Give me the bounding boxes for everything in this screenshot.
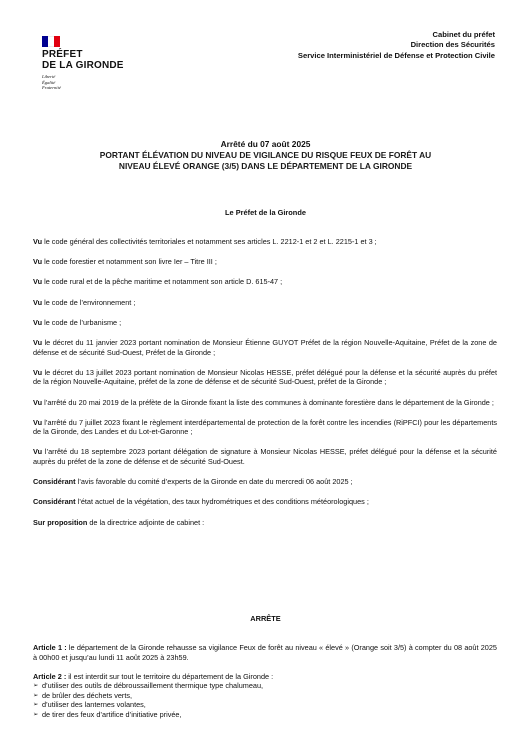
prohibitions-list [33, 681, 497, 719]
document-title [40, 139, 491, 172]
marianne-flag-icon [42, 36, 60, 47]
prefecture-logo [42, 36, 132, 91]
list-item: ➢ de tirer des feux d’artifice d’initiative privée, [33, 710, 497, 720]
title-date: Arrêté du 07 août 2025 [220, 139, 311, 149]
visa-paragraph: Vu le décret du 13 juillet 2023 portant nomination de Monsieur Nicolas HESSE, préfet délégué pour la défense et la sécurité auprès du préfet de la région Nouvelle-Aquitaine, préfet de la zone de défense et de sécurité Sud-Ouest, préfet de la Gironde ; [33, 367, 497, 387]
article-2-intro: Article 2 : il est interdit sur tout le territoire du département de la Gironde : [33, 671, 274, 681]
visa-paragraph: Vu l’arrêté du 7 juillet 2023 fixant le règlement interdépartemental de protection de la forêt contre les incendies (RiPFCI) pour les départements de la Gironde, des Landes et du Lot-et-Garonne ; [33, 417, 497, 437]
logo-title [42, 50, 132, 71]
arrete-heading: ARRÊTE [250, 614, 281, 623]
logo-title-line1: PRÉFET [42, 49, 83, 60]
logo-title-line2: DE LA GIRONDE [42, 59, 124, 71]
visa-paragraph: Vu le code forestier et notamment son livre Ier – Titre III ; [33, 257, 217, 267]
issuer-heading: Le Préfet de la Gironde [225, 208, 306, 217]
visa-paragraph: Vu le décret du 11 janvier 2023 portant nomination de Monsieur Étienne GUYOT Préfet de la région Nouvelle-Aquitaine, Préfet de la zone de défense et de sécurité Sud-Ouest, Préfet de la Gironde ; [33, 337, 497, 357]
visa-paragraph: Vu l’arrêté du 18 septembre 2023 portant délégation de signature à Monsieur Nicolas HESSE, préfet délégué pour la défense et la sécurité auprès du préfet de la zone de défense et de sécurité Sud-Ouest. [33, 447, 497, 467]
article-1: Article 1 : le département de la Gironde rehausse sa vigilance Feux de forêt au niveau « élevé » (Orange soit 3/5) à compter du 08 août 2025 à 00h00 et jusqu’au lundi 11 août 2025 à 23h59. [33, 643, 497, 662]
visa-paragraph: Vu le code rural et de la pêche maritime et notamment son article D. 615-47 ; [33, 277, 283, 287]
motto-fraternite: Fraternité [42, 85, 61, 91]
visa-paragraph: Vu l’arrêté du 20 mai 2019 de la préfète de la Gironde fixant la liste des communes à dominante forestière dans le département de la Gironde ; [33, 397, 494, 407]
header-line-direction: Direction des Sécurités [410, 40, 495, 50]
logo-motto [42, 74, 132, 91]
proposition-paragraph: Sur proposition de la directrice adjointe de cabinet : [33, 517, 205, 527]
motto-egalite: Égalité [42, 79, 56, 85]
article-2 [33, 672, 497, 720]
title-line-2: PORTANT ÉLÉVATION DU NIVEAU DE VIGILANCE DU RISQUE FEUX DE FORÊT AU [99, 150, 432, 160]
motto-liberte: Liberté [42, 74, 56, 79]
header-line-cabinet: Cabinet du préfet [432, 30, 495, 39]
issuing-service-header [298, 30, 495, 61]
list-item: ➢ d’utiliser des lanternes volantes, [33, 700, 497, 710]
visa-paragraph: Vu le code de l’environnement ; [33, 297, 136, 307]
header-line-service: Service Interministériel de Défense et Protection Civile [297, 50, 495, 60]
considerant-paragraph: Considérant l’avis favorable du comité d’experts de la Gironde en date du mercredi 06 août 2025 ; [33, 477, 353, 487]
title-line-3: NIVEAU ÉLEVÉ ORANGE (3/5) DANS LE DÉPARTEMENT DE LA GIRONDE [118, 161, 413, 171]
visa-paragraph: Vu le code général des collectivités territoriales et notamment ses articles L. 2212-1 et 2 et L. 2215-1 et 3 ; [33, 237, 377, 246]
articles-section [33, 643, 497, 720]
list-item: ➢ d’utiliser des outils de débroussaillement thermique type chalumeau, [33, 681, 497, 691]
considerant-paragraph: Considérant l’état actuel de la végétation, des taux hydrométriques et des conditions météorologiques ; [33, 497, 369, 507]
visa-paragraph: Vu le code de l’urbanisme ; [33, 317, 122, 327]
list-item: ➢ de brûler des déchets verts, [33, 691, 497, 701]
visas-section [33, 237, 497, 538]
